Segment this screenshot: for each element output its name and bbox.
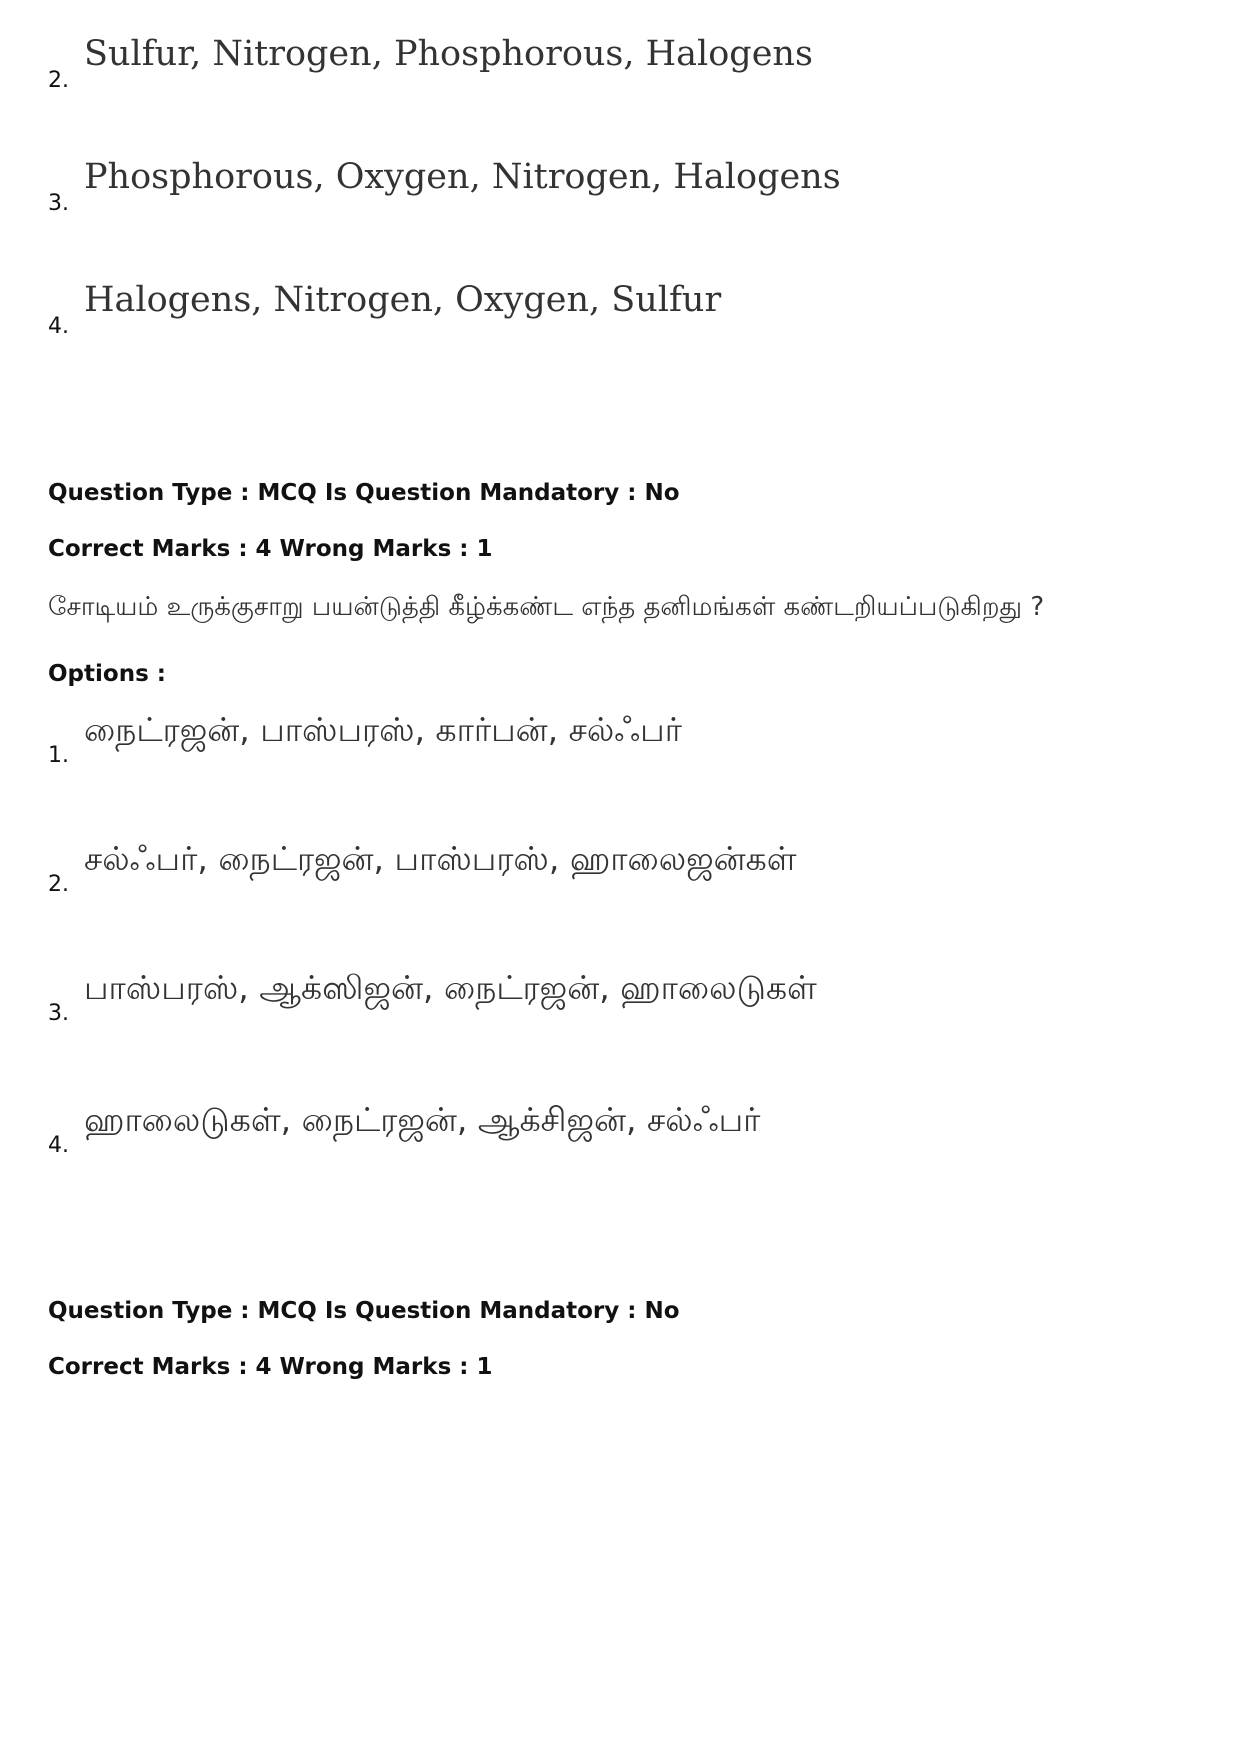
- option-text: Phosphorous, Oxygen, Nitrogen, Halogens: [84, 157, 841, 197]
- options-label: Options :: [48, 661, 166, 687]
- question-type-line: Question Type : MCQ Is Question Mandatory : No: [48, 480, 680, 506]
- option-text: Sulfur, Nitrogen, Phosphorous, Halogens: [84, 34, 813, 74]
- option-text: சல்ஃபர், நைட்ரஜன், பாஸ்பரஸ், ஹாலைஜன்கள்: [84, 839, 797, 878]
- option-number: 2.: [48, 68, 69, 93]
- option-number: 4.: [48, 314, 69, 339]
- marks-line: Correct Marks : 4 Wrong Marks : 1: [48, 536, 493, 562]
- option-number: 3.: [48, 1001, 69, 1026]
- option-number: 3.: [48, 191, 69, 216]
- option-text: Halogens, Nitrogen, Oxygen, Sulfur: [84, 280, 722, 320]
- option-text: ஹாலைடுகள், நைட்ரஜன், ஆக்சிஜன், சல்ஃபர்: [84, 1100, 761, 1139]
- option-text: நைட்ரஜன், பாஸ்பரஸ், கார்பன், சல்ஃபர்: [84, 710, 682, 749]
- option-number: 1.: [48, 743, 69, 768]
- option-number: 2.: [48, 872, 69, 897]
- option-text: பாஸ்பரஸ், ஆக்ஸிஜன், நைட்ரஜன், ஹாலைடுகள்: [84, 968, 817, 1007]
- question-type-line: Question Type : MCQ Is Question Mandatory : No: [48, 1298, 680, 1324]
- option-number: 4.: [48, 1133, 69, 1158]
- marks-line: Correct Marks : 4 Wrong Marks : 1: [48, 1354, 493, 1380]
- question-text: சோடியம் உருக்குசாறு பயன்டுத்தி கீழ்க்கண்ட எந்த தனிமங்கள் கண்டறியப்படுகிறது ?: [48, 592, 1045, 622]
